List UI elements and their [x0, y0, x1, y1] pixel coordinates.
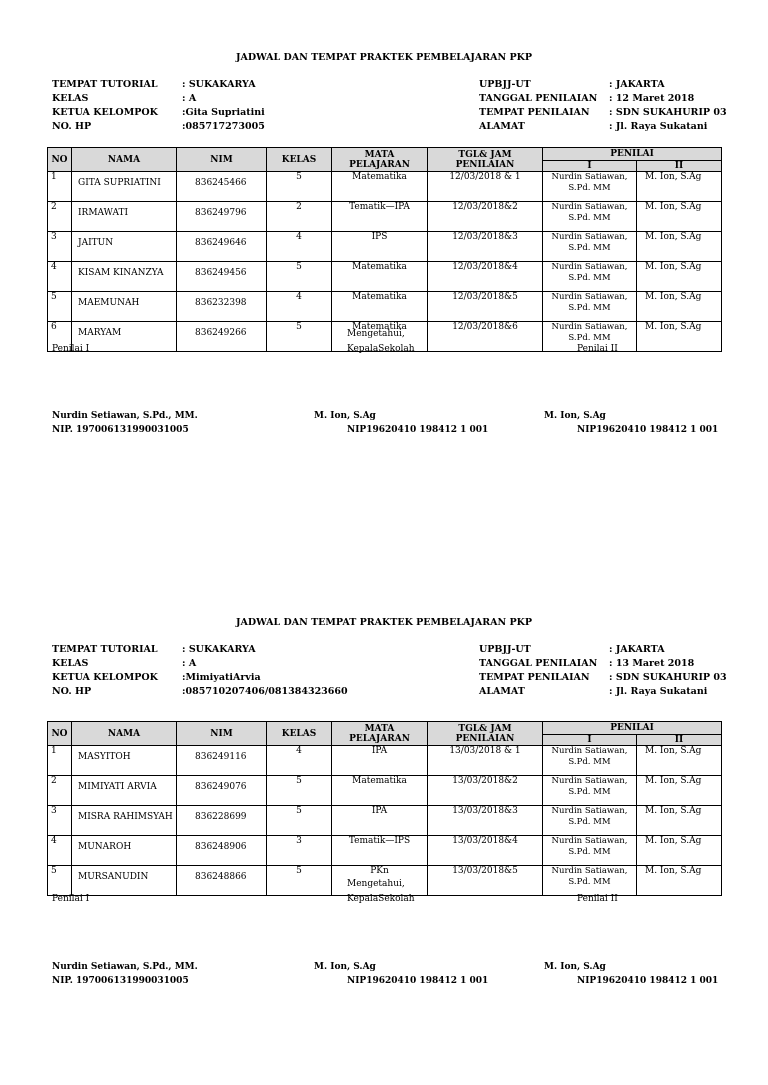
info-row: [479, 657, 727, 671]
cell-no: 5: [48, 292, 72, 322]
cell-kelas: 5: [267, 866, 332, 896]
cell-no: 2: [48, 202, 72, 232]
column-header-penilai: PENILAI: [543, 148, 722, 161]
cell-kelas: 3: [267, 836, 332, 866]
cell-penilai-i: Nurdin Satiawan, S.Pd. MM: [543, 232, 637, 262]
penilai-2-label: Penilai II: [577, 894, 618, 904]
cell-kelas: 5: [267, 776, 332, 806]
info-value: : SDN SUKAHURIP 03: [609, 107, 727, 118]
mengetahui-text: Mengetahui,: [347, 329, 405, 339]
column-header-penilai-i: I: [543, 161, 637, 172]
penilai-1-nip: NIP. 197006131990031005: [52, 976, 189, 986]
penilai-1-nip: NIP. 197006131990031005: [52, 425, 189, 435]
cell-penilai-ii: M. Ion, S.Ag: [637, 836, 722, 866]
cell-no: 2: [48, 776, 72, 806]
cell-nama: MIMIYATI ARVIA: [72, 776, 177, 806]
column-header-nim: NIM: [177, 148, 267, 172]
cell-nim: 836249796: [177, 202, 267, 232]
table-row: [48, 776, 722, 806]
cell-mata-pelajaran: PKn: [332, 866, 428, 896]
kepsek-name: M. Ion, S.Ag: [314, 962, 376, 972]
cell-nim: 836249646: [177, 232, 267, 262]
cell-mata-pelajaran: IPA: [332, 806, 428, 836]
mengetahui-text: Mengetahui,: [347, 879, 405, 889]
info-value: : JAKARTA: [609, 644, 665, 655]
info-value: :MimiyatiArvia: [182, 672, 261, 683]
document-title: JADWAL DAN TEMPAT PRAKTEK PEMBELAJARAN PKP: [235, 52, 533, 63]
cell-no: 4: [48, 836, 72, 866]
cell-nim: 836248866: [177, 866, 267, 896]
info-label: TEMPAT PENILAIAN: [479, 107, 590, 118]
cell-tgl-jam: 12/03/2018&2: [428, 202, 543, 232]
right-info-block: [479, 78, 727, 134]
info-row: [52, 671, 348, 685]
info-value: : Jl. Raya Sukatani: [609, 686, 708, 697]
cell-nim: 836249266: [177, 322, 267, 352]
kepsek-nip: NIP19620410 198412 1 001: [347, 425, 489, 435]
table-row: [48, 232, 722, 262]
cell-tgl-jam: 13/03/2018&5: [428, 866, 543, 896]
info-label: ALAMAT: [479, 121, 525, 132]
info-label: TEMPAT PENILAIAN: [479, 672, 590, 683]
column-header-nama: NAMA: [72, 148, 177, 172]
info-row: [479, 671, 727, 685]
info-value: : SUKAKARYA: [182, 79, 256, 90]
cell-penilai-ii: M. Ion, S.Ag: [637, 746, 722, 776]
info-label: UPBJJ-UT: [479, 79, 531, 90]
cell-mata-pelajaran: IPS: [332, 232, 428, 262]
cell-nim: 836248906: [177, 836, 267, 866]
cell-penilai-i: Nurdin Satiawan, S.Pd. MM: [543, 322, 637, 352]
cell-no: 3: [48, 232, 72, 262]
info-label: KELAS: [52, 93, 89, 104]
cell-nama: MISRA RAHIMSYAH: [72, 806, 177, 836]
right-info-block: [479, 643, 727, 699]
cell-nama: KISAM KINANZYA: [72, 262, 177, 292]
info-value: : Jl. Raya Sukatani: [609, 121, 708, 132]
info-row: [479, 685, 727, 699]
info-label: TANGGAL PENILAIAN: [479, 658, 598, 669]
left-info-block: [52, 643, 348, 699]
schedule-document-2: [0, 565, 768, 1085]
cell-kelas: 4: [267, 746, 332, 776]
penilai-2-nip: NIP19620410 198412 1 001: [577, 425, 719, 435]
cell-nim: 836245466: [177, 172, 267, 202]
column-header-kelas: KELAS: [267, 148, 332, 172]
left-info-block: [52, 78, 265, 134]
info-label: TANGGAL PENILAIAN: [479, 93, 598, 104]
cell-tgl-jam: 13/03/2018&4: [428, 836, 543, 866]
cell-mata-pelajaran: Matematika: [332, 292, 428, 322]
info-label: TEMPAT TUTORIAL: [52, 644, 158, 655]
cell-kelas: 5: [267, 172, 332, 202]
column-header-penilai-i: I: [543, 735, 637, 746]
schedule-document-1: [0, 0, 768, 520]
column-header-mata-pelajaran: MATA PELAJARAN: [332, 722, 428, 746]
column-header-penilai-ii: II: [637, 161, 722, 172]
column-header-nama: NAMA: [72, 722, 177, 746]
cell-nim: 836249116: [177, 746, 267, 776]
info-value: : 13 Maret 2018: [609, 658, 695, 669]
penilai-1-label: Penilai I: [52, 344, 90, 354]
cell-penilai-ii: M. Ion, S.Ag: [637, 322, 722, 352]
cell-no: 5: [48, 866, 72, 896]
cell-nama: MAEMUNAH: [72, 292, 177, 322]
info-value: : A: [182, 658, 197, 669]
cell-penilai-ii: M. Ion, S.Ag: [637, 172, 722, 202]
cell-kelas: 4: [267, 292, 332, 322]
cell-mata-pelajaran: Matematika: [332, 776, 428, 806]
cell-nama: IRMAWATI: [72, 202, 177, 232]
cell-nim: 836228699: [177, 806, 267, 836]
column-header-no: NO: [48, 722, 72, 746]
info-label: NO. HP: [52, 686, 92, 697]
penilai-2-label: Penilai II: [577, 344, 618, 354]
penilai-1-label: Penilai I: [52, 894, 90, 904]
cell-no: 3: [48, 806, 72, 836]
document-title: JADWAL DAN TEMPAT PRAKTEK PEMBELAJARAN PKP: [235, 617, 533, 628]
penilai-2-name: M. Ion, S.Ag: [544, 962, 606, 972]
cell-kelas: 5: [267, 322, 332, 352]
table-row: [48, 202, 722, 232]
cell-penilai-i: Nurdin Satiawan, S.Pd. MM: [543, 262, 637, 292]
column-header-tgl-jam: TGL& JAM PENILAIAN: [428, 722, 543, 746]
cell-tgl-jam: 13/03/2018&3: [428, 806, 543, 836]
cell-tgl-jam: 12/03/2018&3: [428, 232, 543, 262]
cell-penilai-i: Nurdin Satiawan, S.Pd. MM: [543, 746, 637, 776]
cell-mata-pelajaran: Matematika: [332, 172, 428, 202]
cell-no: 1: [48, 746, 72, 776]
cell-penilai-i: Nurdin Satiawan, S.Pd. MM: [543, 292, 637, 322]
cell-mata-pelajaran: IPA: [332, 746, 428, 776]
schedule-table: [47, 147, 722, 352]
cell-nama: MUNAROH: [72, 836, 177, 866]
info-row: [479, 106, 727, 120]
column-header-nim: NIM: [177, 722, 267, 746]
schedule-table: [47, 721, 722, 896]
info-row: [52, 78, 265, 92]
info-value: :085717273005: [182, 121, 265, 132]
schedule-table-body: [48, 172, 722, 352]
cell-penilai-ii: M. Ion, S.Ag: [637, 262, 722, 292]
info-value: :085710207406/081384323660: [182, 686, 348, 697]
table-row: [48, 172, 722, 202]
cell-nama: MASYITOH: [72, 746, 177, 776]
info-value: : SDN SUKAHURIP 03: [609, 672, 727, 683]
cell-penilai-i: Nurdin Satiawan, S.Pd. MM: [543, 202, 637, 232]
cell-tgl-jam: 12/03/2018 & 1: [428, 172, 543, 202]
info-value: : JAKARTA: [609, 79, 665, 90]
cell-kelas: 5: [267, 806, 332, 836]
cell-penilai-i: Nurdin Satiawan, S.Pd. MM: [543, 866, 637, 896]
cell-tgl-jam: 13/03/2018&2: [428, 776, 543, 806]
cell-nim: 836249076: [177, 776, 267, 806]
info-value: : A: [182, 93, 197, 104]
penilai-1-name: Nurdin Setiawan, S.Pd., MM.: [52, 411, 198, 421]
cell-nama: MURSANUDIN: [72, 866, 177, 896]
info-row: [479, 92, 727, 106]
info-value: : 12 Maret 2018: [609, 93, 695, 104]
info-label: UPBJJ-UT: [479, 644, 531, 655]
info-label: KELAS: [52, 658, 89, 669]
cell-tgl-jam: 12/03/2018&4: [428, 262, 543, 292]
info-label: KETUA KELOMPOK: [52, 672, 158, 683]
cell-mata-pelajaran: Tematik—IPS: [332, 836, 428, 866]
info-label: NO. HP: [52, 121, 92, 132]
kepala-sekolah-label: KepalaSekolah: [347, 894, 415, 904]
info-value: :Gita Supriatini: [182, 107, 265, 118]
cell-tgl-jam: 12/03/2018&5: [428, 292, 543, 322]
table-row: [48, 806, 722, 836]
cell-mata-pelajaran: Tematik—IPA: [332, 202, 428, 232]
schedule-table-body: [48, 746, 722, 896]
cell-kelas: 4: [267, 232, 332, 262]
kepsek-nip: NIP19620410 198412 1 001: [347, 976, 489, 986]
cell-penilai-ii: M. Ion, S.Ag: [637, 202, 722, 232]
column-header-no: NO: [48, 148, 72, 172]
cell-nim: 836232398: [177, 292, 267, 322]
cell-penilai-i: Nurdin Satiawan, S.Pd. MM: [543, 776, 637, 806]
cell-kelas: 5: [267, 262, 332, 292]
penilai-2-nip: NIP19620410 198412 1 001: [577, 976, 719, 986]
cell-penilai-ii: M. Ion, S.Ag: [637, 776, 722, 806]
table-row: [48, 836, 722, 866]
kepala-sekolah-label: KepalaSekolah: [347, 344, 415, 354]
cell-penilai-ii: M. Ion, S.Ag: [637, 292, 722, 322]
column-header-penilai: PENILAI: [543, 722, 722, 735]
info-row: [479, 643, 727, 657]
cell-nama: JAITUN: [72, 232, 177, 262]
info-label: TEMPAT TUTORIAL: [52, 79, 158, 90]
cell-nama: GITA SUPRIATINI: [72, 172, 177, 202]
cell-penilai-i: Nurdin Satiawan, S.Pd. MM: [543, 172, 637, 202]
info-row: [52, 92, 265, 106]
table-row: [48, 746, 722, 776]
info-row: [479, 120, 727, 134]
info-label: KETUA KELOMPOK: [52, 107, 158, 118]
table-row: [48, 292, 722, 322]
cell-tgl-jam: 13/03/2018 & 1: [428, 746, 543, 776]
cell-kelas: 2: [267, 202, 332, 232]
cell-mata-pelajaran: Matematika: [332, 322, 428, 352]
cell-penilai-ii: M. Ion, S.Ag: [637, 806, 722, 836]
cell-penilai-ii: M. Ion, S.Ag: [637, 232, 722, 262]
cell-nim: 836249456: [177, 262, 267, 292]
info-row: [52, 657, 348, 671]
column-header-penilai-ii: II: [637, 735, 722, 746]
info-row: [52, 120, 265, 134]
cell-tgl-jam: 12/03/2018&6: [428, 322, 543, 352]
cell-penilai-i: Nurdin Satiawan, S.Pd. MM: [543, 806, 637, 836]
info-value: : SUKAKARYA: [182, 644, 256, 655]
table-row: [48, 262, 722, 292]
column-header-mata-pelajaran: MATA PELAJARAN: [332, 148, 428, 172]
cell-no: 1: [48, 172, 72, 202]
info-label: ALAMAT: [479, 686, 525, 697]
cell-penilai-i: Nurdin Satiawan, S.Pd. MM: [543, 836, 637, 866]
info-row: [52, 106, 265, 120]
column-header-kelas: KELAS: [267, 722, 332, 746]
cell-mata-pelajaran: Matematika: [332, 262, 428, 292]
column-header-tgl-jam: TGL& JAM PENILAIAN: [428, 148, 543, 172]
info-row: [52, 685, 348, 699]
kepsek-name: M. Ion, S.Ag: [314, 411, 376, 421]
penilai-1-name: Nurdin Setiawan, S.Pd., MM.: [52, 962, 198, 972]
cell-no: 4: [48, 262, 72, 292]
info-row: [479, 78, 727, 92]
info-row: [52, 643, 348, 657]
penilai-2-name: M. Ion, S.Ag: [544, 411, 606, 421]
cell-penilai-ii: M. Ion, S.Ag: [637, 866, 722, 896]
cell-nama: MARYAM: [72, 322, 177, 352]
cell-no: 6: [48, 322, 72, 352]
